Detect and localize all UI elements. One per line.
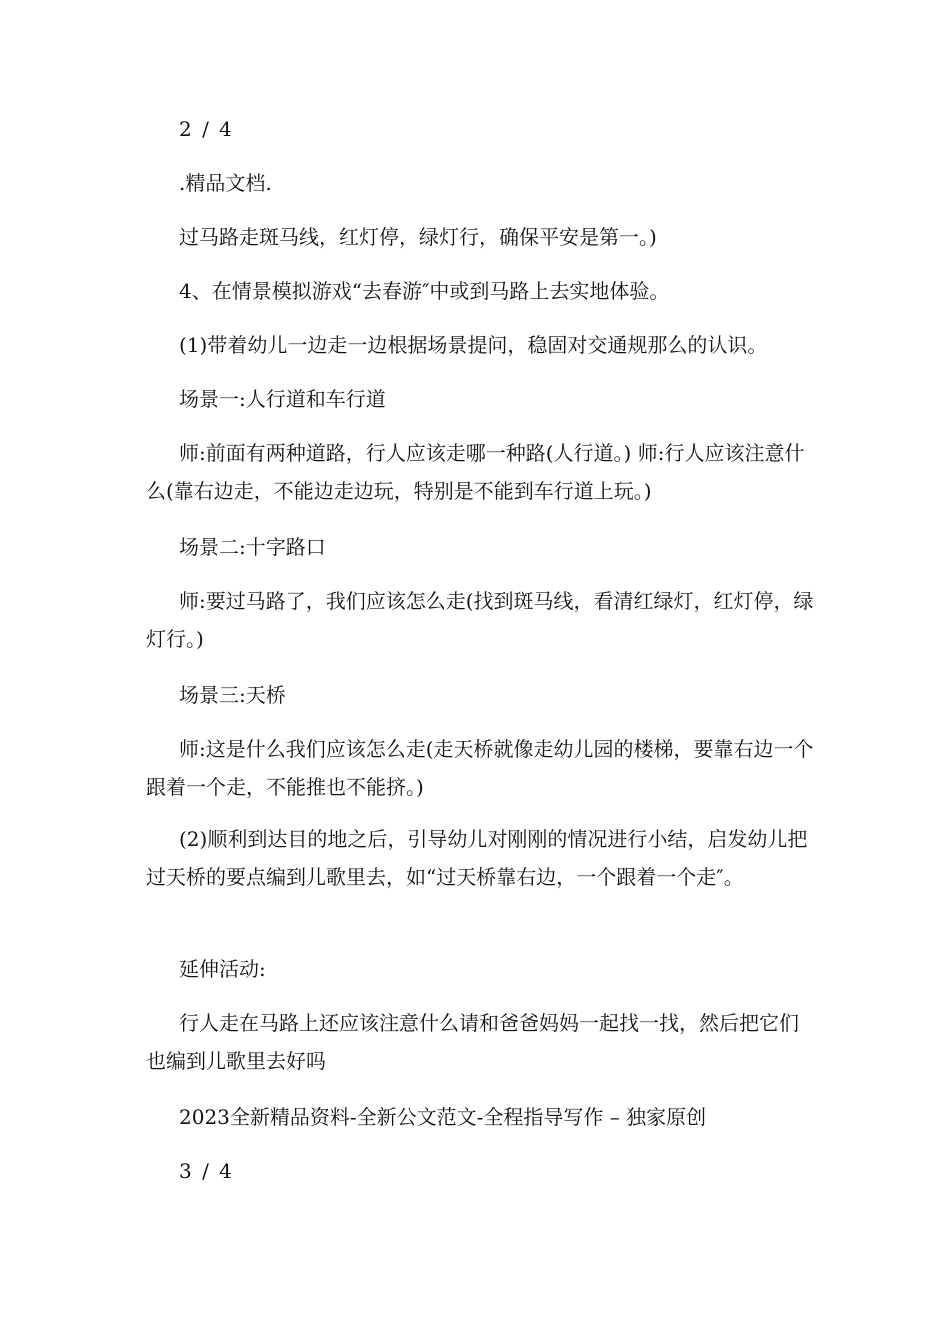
header-label: .精品文档. xyxy=(179,171,272,195)
paragraph-scene-two: 师:要过马路了，我们应该怎么走(找到斑马线，看清红绿灯，红灯停，绿灯行。) xyxy=(146,589,814,651)
page-number-top: 2 / 4 xyxy=(179,117,234,141)
paragraph-3: (1)带着幼儿一边走一边根据场景提问，稳固对交通规那么的认识。 xyxy=(179,333,768,357)
scene-three-heading: 场景三:天桥 xyxy=(179,683,286,707)
extension-heading: 延伸活动: xyxy=(179,957,266,981)
paragraph-scene-three: 师:这是什么我们应该怎么走(走天桥就像走幼儿园的楼梯，要靠右边一个跟着一个走，不能推也不能挤。) xyxy=(146,737,814,799)
scene-two-heading: 场景二:十字路口 xyxy=(179,535,326,559)
paragraph-summary: (2)顺利到达目的地之后，引导幼儿对刚刚的情况进行小结，启发幼儿把过天桥的要点编到儿歌里去，如“过天桥靠右边，一个跟着一个走″。 xyxy=(146,827,808,889)
paragraph-extension: 行人走在马路上还应该注意什么请和爸爸妈妈一起找一找，然后把它们也编到儿歌里去好吗 xyxy=(146,1011,799,1073)
paragraph-scene-one: 师:前面有两种道路，行人应该走哪一种路(人行道。) 师:行人应该注意什么(靠右边走，不能边走边玩，特别是不能到车行道上玩。) xyxy=(146,441,805,503)
scene-one-heading: 场景一:人行道和车行道 xyxy=(179,387,386,411)
paragraph-2: 4、在情景模拟游戏“去春游″中或到马路上去实地体验。 xyxy=(179,279,670,303)
paragraph-1: 过马路走斑马线，红灯停，绿灯行，确保平安是第一。) xyxy=(179,225,657,249)
page-number-bottom: 3 / 4 xyxy=(179,1159,234,1183)
footer-note: 2023全新精品资料-全新公文范文-全程指导写作 – 独家原创 xyxy=(179,1105,707,1129)
